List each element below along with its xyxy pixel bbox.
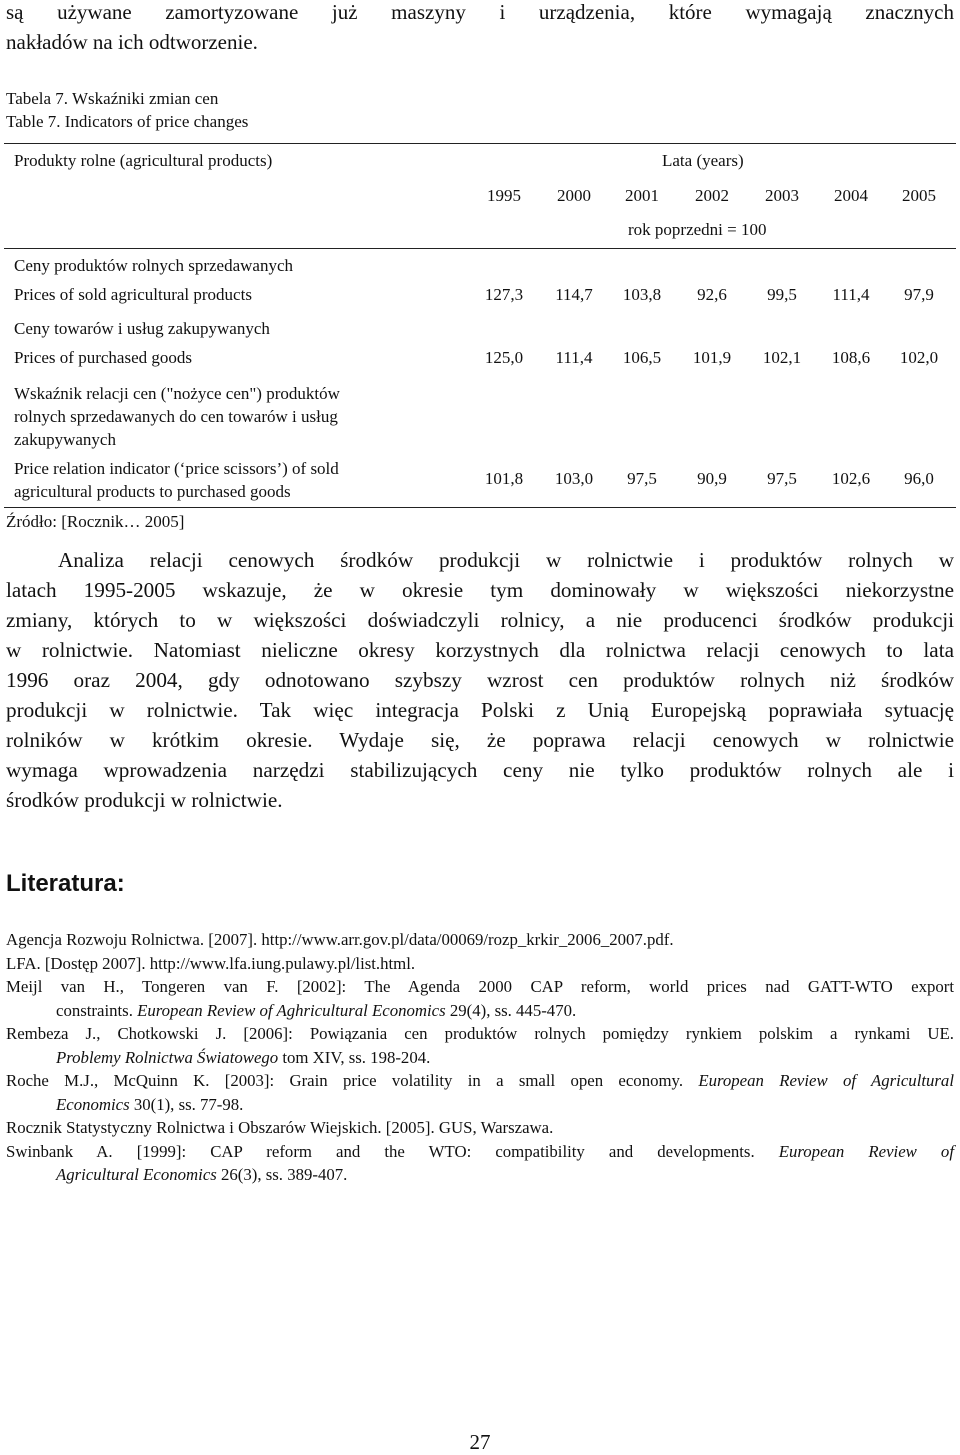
table-cell: 125,0: [484, 348, 524, 367]
table-cell: 99,5: [767, 285, 797, 304]
base-note: rok poprzedni = 100: [628, 220, 767, 239]
table-cell: 114,7: [555, 285, 593, 304]
table-cell: 106,5: [622, 348, 662, 367]
table-cell: 111,4: [555, 348, 593, 367]
table-top-rule: [4, 143, 956, 144]
table-cell: 101,8: [484, 469, 524, 488]
reference-item: Rocznik Statystyczny Rolnictwa i Obszarów Wiejskich. [2005]. GUS, Warszawa.: [6, 1118, 554, 1137]
table-cell: 103,0: [554, 469, 594, 488]
table-caption-en: Table 7. Indicators of price changes: [6, 112, 249, 131]
year-header: 2000: [557, 186, 591, 205]
year-header: 2003: [765, 186, 799, 205]
reference-item: Meijl van H., Tongeren van F. [2002]: The Agenda 2000 CAP reform, world prices nad GATT-WTO export constraints. European Review of Aghricultural Economics 29(4), ss. 445-470.: [6, 977, 954, 1020]
table-bottom-rule: [4, 507, 956, 508]
table-source: Źródło: [Rocznik… 2005]: [6, 512, 185, 531]
table-header-label: Produkty rolne (agricultural products): [14, 151, 273, 170]
table-cell: 97,9: [904, 285, 934, 304]
table-row-label: Ceny produktów rolnych sprzedawanych Prices of sold agricultural products: [14, 256, 294, 304]
table-cell: 97,5: [627, 469, 657, 488]
reference-item: Agencja Rozwoju Rolnictwa. [2007]. http://www.arr.gov.pl/data/00069/rozp_krkir_2006_2007.pdf.: [6, 930, 674, 949]
reference-item: Swinbank A. [1999]: CAP reform and the WTO: compatibility and developments. European Review of Agricultural Economics 26(3), ss. 389-407.: [6, 1141, 954, 1184]
reference-item: LFA. [Dostęp 2007]. http://www.lfa.iung.pulawy.pl/list.html.: [6, 953, 416, 973]
year-header: 2001: [625, 186, 659, 205]
table-cell: 127,3: [484, 285, 524, 304]
year-header: 2005: [902, 186, 936, 205]
table-row-label: Wskaźnik relacji cen ("nożyce cen") produktów rolnych sprzedawanych do cen towarów i usług zakupywanych Price relation indicator (‘price scissors’) of sold agricultural products to purchased goods: [14, 384, 340, 501]
body-paragraph: Analiza relacji cenowych środków produkcji w rolnictwie i produktów rolnych w latach 1995-2005 wskazuje, że w okresie tym dominowały w większości niekorzystne zmiany, których to w większości doświadczyli rolnicy, a nie producenci środków produkcji w rolnictwie. Natomiast nieliczne okresy korzystnych dla rolnictwa relacji cenowych to lata 1996 oraz 2004, gdy odnotowano szybszy wzrost cen produktów rolnych niż środków produkcji w rolnictwie. Tak więc integracja Polski z Unią Europejską poprawiała sytuację rolników w krótkim okresie. Wydaje się, że poprawa relacji cenowych w rolnictwie wymaga wprowadzenia narzędzi stabilizujących ceny nie tylko produktów rolnych ale i środków produkcji w rolnictwie.: [6, 548, 954, 812]
table-cell: 92,6: [697, 285, 727, 304]
table-cell: 108,6: [831, 348, 871, 367]
intro-line: są używane zamortyzowane już maszyny i urządzenia, które wymagają znacznych: [6, 0, 954, 24]
literature-heading: Literatura:: [6, 870, 125, 897]
table-cell: 102,0: [899, 348, 939, 367]
page-number: 27: [469, 1430, 491, 1454]
table-caption-pl: Tabela 7. Wskaźniki zmian cen: [6, 89, 219, 108]
intro-line: nakładów na ich odtworzenie.: [6, 30, 258, 54]
year-header: 2002: [695, 186, 729, 205]
table-header-rule: [4, 248, 956, 249]
reference-item: Rembeza J., Chotkowski J. [2006]: Powiązania cen produktów rolnych pomiędzy rynkiem polskim a rynkami UE. Problemy Rolnictwa Światowego tom XIV, ss. 198-204.: [6, 1024, 954, 1067]
table-cell: 102,6: [831, 469, 871, 488]
table-cell: 102,1: [762, 348, 802, 367]
year-header: 1995: [487, 186, 521, 205]
table-row-label: Ceny towarów i usług zakupywanych Prices of purchased goods: [14, 319, 270, 367]
table-cell: 90,9: [697, 469, 727, 488]
years-label: Lata (years): [662, 151, 744, 170]
table-cell: 97,5: [767, 469, 797, 488]
table-cell: 103,8: [622, 285, 662, 304]
reference-item: Roche M.J., McQuinn K. [2003]: Grain price volatility in a small open economy. European Review of Agricultural Economics 30(1), ss. 77-98.: [6, 1071, 954, 1114]
table-cell: 101,9: [692, 348, 732, 367]
table-cell: 111,4: [832, 285, 870, 304]
table-cell: 96,0: [904, 469, 934, 488]
references-list: [6, 928, 954, 1187]
year-header: 2004: [834, 186, 868, 205]
